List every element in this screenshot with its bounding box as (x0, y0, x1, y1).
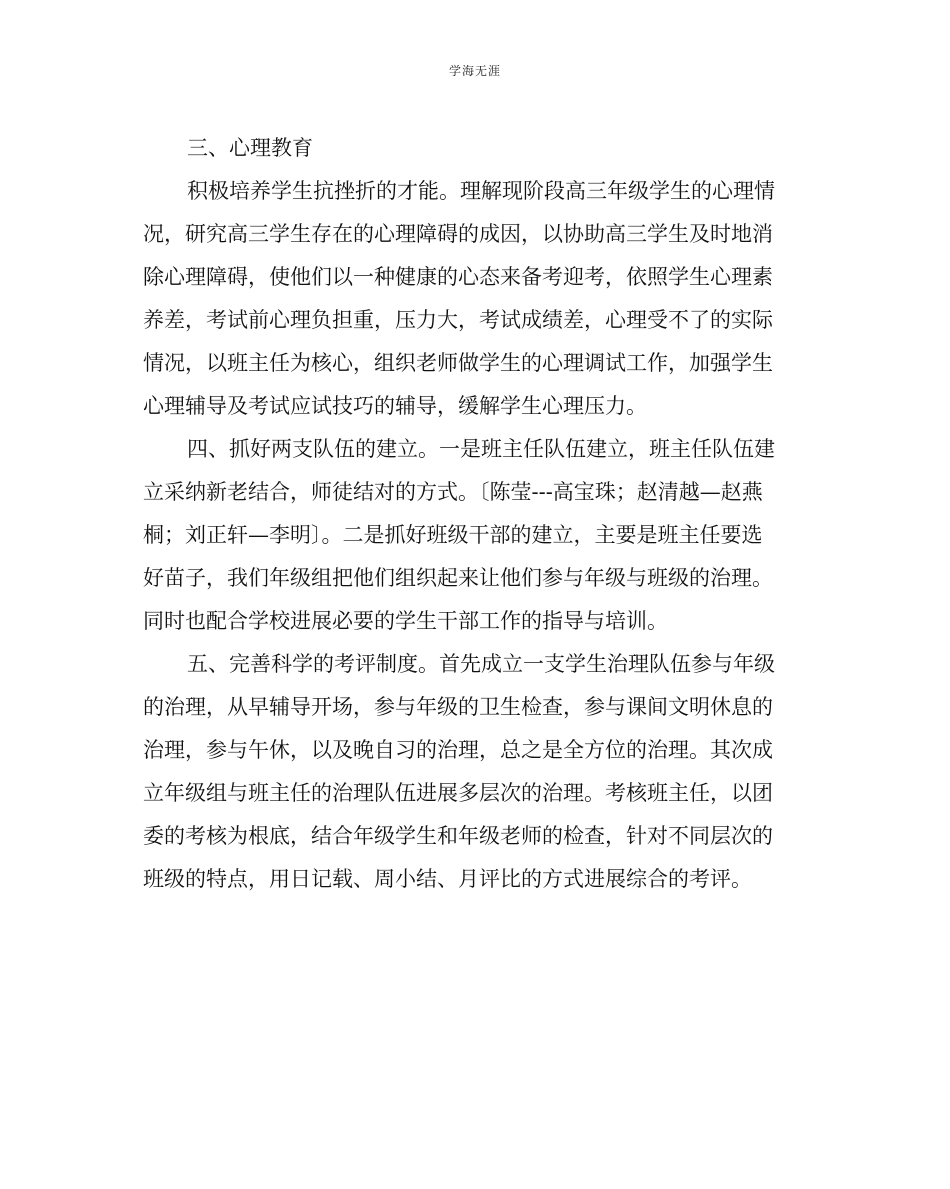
paragraph-line: 除心理障碍，使他们以一种健康的心态来备考迎考，依照学生心理素 (143, 265, 773, 289)
paragraph-line: 立年级组与班主任的治理队伍进展多层次的治理。考核班主任，以团 (143, 781, 773, 805)
document-body (143, 127, 808, 901)
paragraph-line: 好苗子，我们年级组把他们组织起来让他们参与年级与班级的治理。 (143, 566, 773, 590)
paragraph-line: 心理辅导及考试应试技巧的辅导，缓解学生心理压力。 (143, 394, 647, 418)
paragraph-line: 桐；刘正轩—李明〕。二是抓好班级干部的建立，主要是班主任要选 (143, 523, 763, 547)
paragraph-line: 同时也配合学校进展必要的学生干部工作的指导与培训。 (143, 609, 668, 633)
paragraph-line: 四、抓好两支队伍的建立。一是班主任队伍建立，班主任队伍建 (187, 437, 775, 461)
paragraph-line: 况，研究高三学生存在的心理障碍的成因，以协助高三学生及时地消 (143, 222, 773, 246)
paragraph-psychology (143, 170, 808, 428)
paragraph-team-building (143, 428, 808, 643)
paragraph-line: 的治理，从早辅导开场，参与年级的卫生检查，参与课间文明休息的 (143, 695, 773, 719)
paragraph-line: 积极培养学生抗挫折的才能。理解现阶段高三年级学生的心理情 (187, 179, 775, 203)
section-heading-psychology: 三、心理教育 (187, 136, 313, 160)
page-header: 学海无涯 (448, 64, 501, 78)
paragraph-line: 养差，考试前心理负担重，压力大，考试成绩差，心理受不了的实际 (143, 308, 773, 332)
paragraph-line: 班级的特点，用日记载、周小结、月评比的方式进展综合的考评。 (143, 867, 752, 891)
paragraph-evaluation-system (143, 643, 808, 901)
paragraph-line: 治理，参与午休，以及晚自习的治理，总之是全方位的治理。其次成 (143, 738, 773, 762)
paragraph-line: 立采纳新老结合，师徒结对的方式。〔陈莹---高宝珠；赵清越—赵燕 (143, 480, 763, 504)
paragraph-line: 情况，以班主任为核心，组织老师做学生的心理调试工作，加强学生 (143, 351, 773, 375)
paragraph-line: 五、完善科学的考评制度。首先成立一支学生治理队伍参与年级 (187, 652, 775, 676)
paragraph-line: 委的考核为根底，结合年级学生和年级老师的检查，针对不同层次的 (143, 824, 773, 848)
